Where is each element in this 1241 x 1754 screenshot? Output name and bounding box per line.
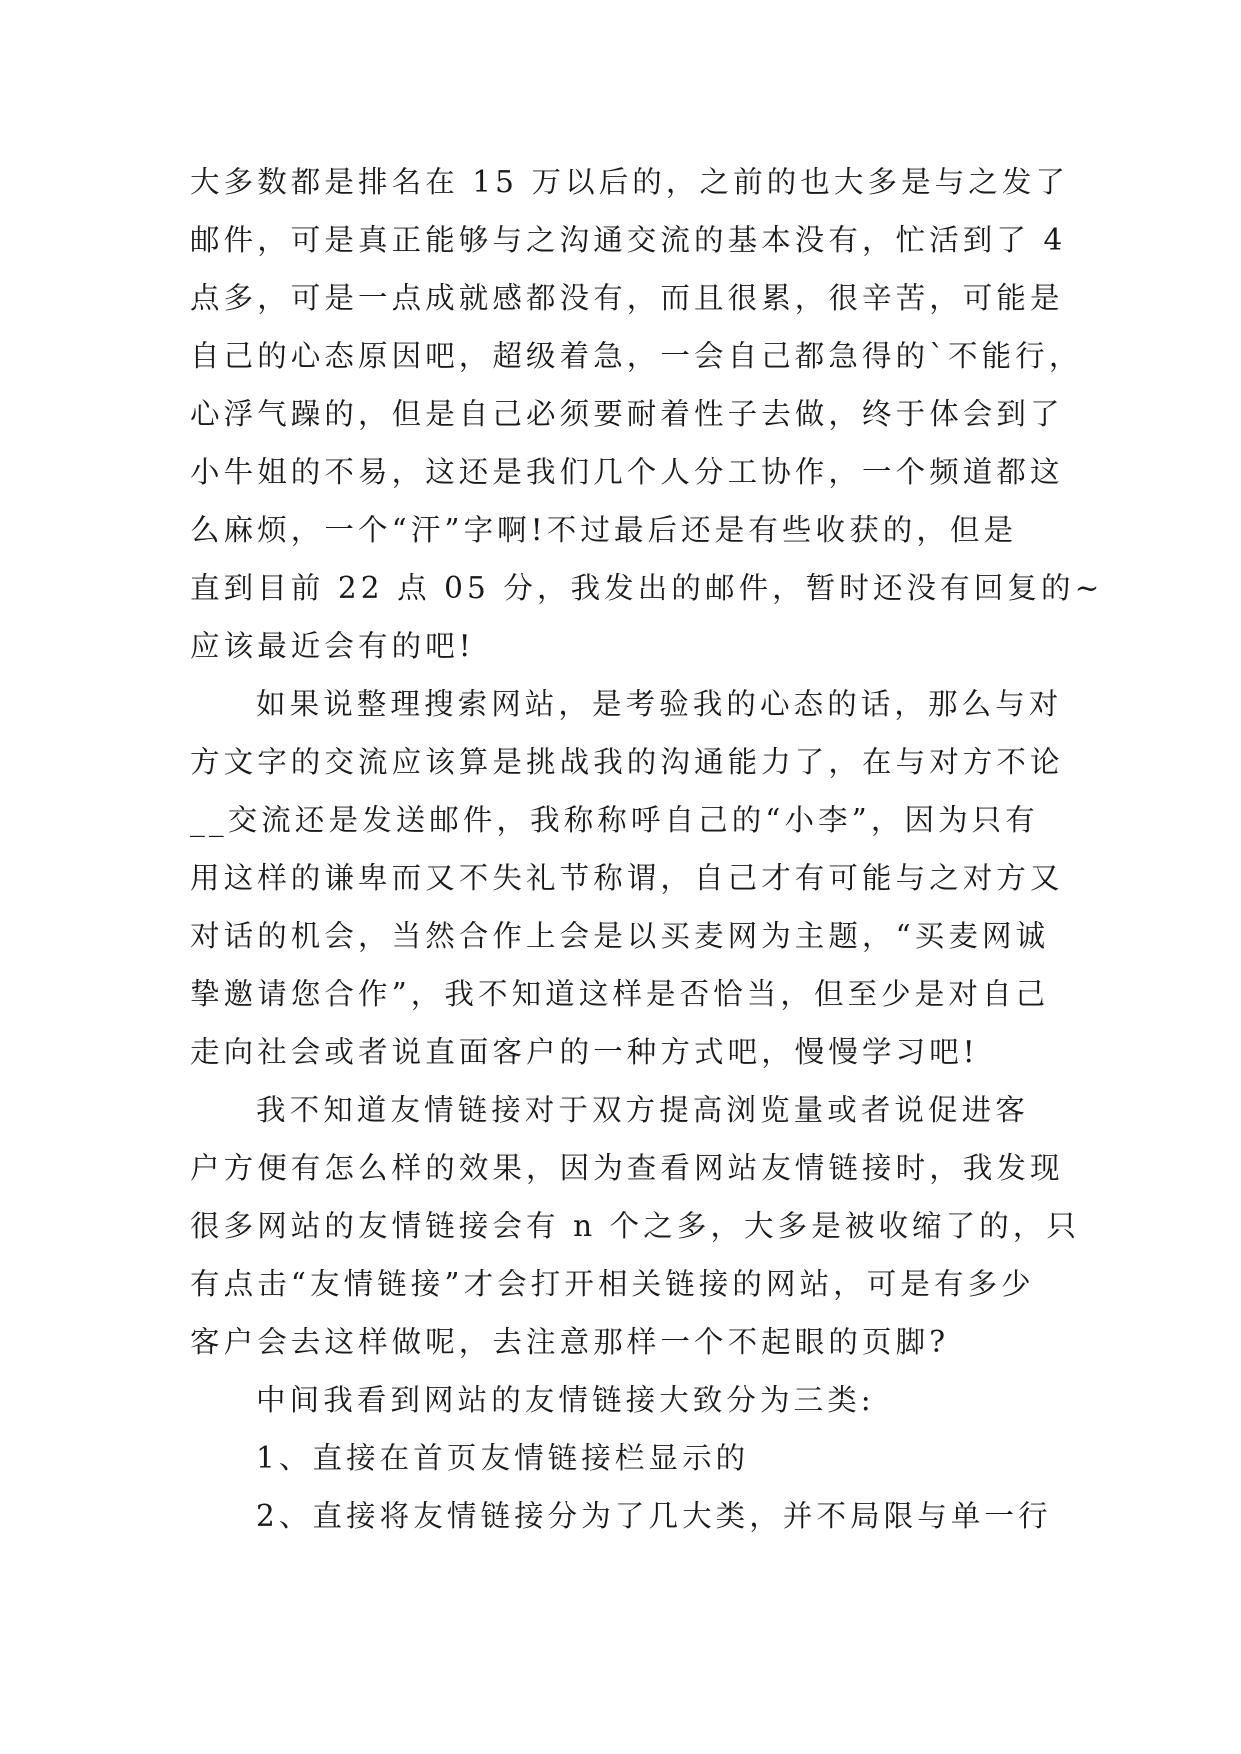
- paragraph-first-line: 我不知道友情链接对于双方提高浏览量或者说促进客: [256, 1093, 1029, 1127]
- text-line: 用这样的谦卑而又不失礼节称谓，自己才有可能与之对方又: [190, 861, 1064, 895]
- text-line: 对话的机会，当然合作上会是以买麦网为主题，“买麦网诚: [190, 919, 1050, 953]
- text-line: 直到目前 22 点 05 分，我发出的邮件，暂时还没有回复的~: [190, 571, 1104, 605]
- text-line: 邮件，可是真正能够与之沟通交流的基本没有，忙活到了 4: [190, 223, 1067, 257]
- text-line: 应该最近会有的吧!: [190, 629, 475, 663]
- body-text: [190, 153, 1104, 1545]
- text-line: 方文字的交流应该算是挑战我的沟通能力了，在与对方不论: [190, 745, 1064, 779]
- text-line: 大多数都是排名在 15 万以后的，之前的也大多是与之发了: [190, 165, 1070, 199]
- text-line: 户方便有怎么样的效果，因为查看网站友情链接时，我发现: [190, 1151, 1064, 1185]
- text-line: 心浮气躁的，但是自己必须要耐着性子去做，终于体会到了: [190, 397, 1064, 431]
- paragraph-first-line: 中间我看到网站的友情链接大致分为三类:: [256, 1383, 875, 1417]
- text-line: 有点击“友情链接”才会打开相关链接的网站，可是有多少: [190, 1267, 1035, 1301]
- text-line: 点多，可是一点成就感都没有，而且很累，很辛苦，可能是: [190, 281, 1064, 315]
- text-line: 挚邀请您合作”，我不知道这样是否恰当，但至少是对自己: [190, 977, 1050, 1011]
- list-item: 1、直接在首页友情链接栏显示的: [256, 1441, 750, 1475]
- paragraph-first-line: 如果说整理搜索网站，是考验我的心态的话，那么与对: [256, 687, 1063, 721]
- text-line: 走向社会或者说直面客户的一种方式吧，慢慢学习吧!: [190, 1035, 979, 1069]
- text-line: 客户会去这样做呢，去注意那样一个不起眼的页脚?: [190, 1325, 950, 1359]
- text-line: 自己的心态原因吧，超级着急，一会自己都急得的`不能行，: [190, 339, 1083, 373]
- text-line: 很多网站的友情链接会有 n 个之多，大多是被收缩了的，只: [190, 1209, 1081, 1243]
- text-line: 小牛姐的不易，这还是我们几个人分工协作，一个频道都这: [190, 455, 1064, 489]
- list-item: 2、直接将友情链接分为了几大类，并不局限与单一行: [256, 1499, 1052, 1533]
- text-line: __交流还是发送邮件，我称称呼自己的“小李”，因为只有: [190, 803, 1039, 837]
- text-line: 么麻烦，一个“汗”字啊!不过最后还是有些收获的，但是: [190, 513, 1018, 547]
